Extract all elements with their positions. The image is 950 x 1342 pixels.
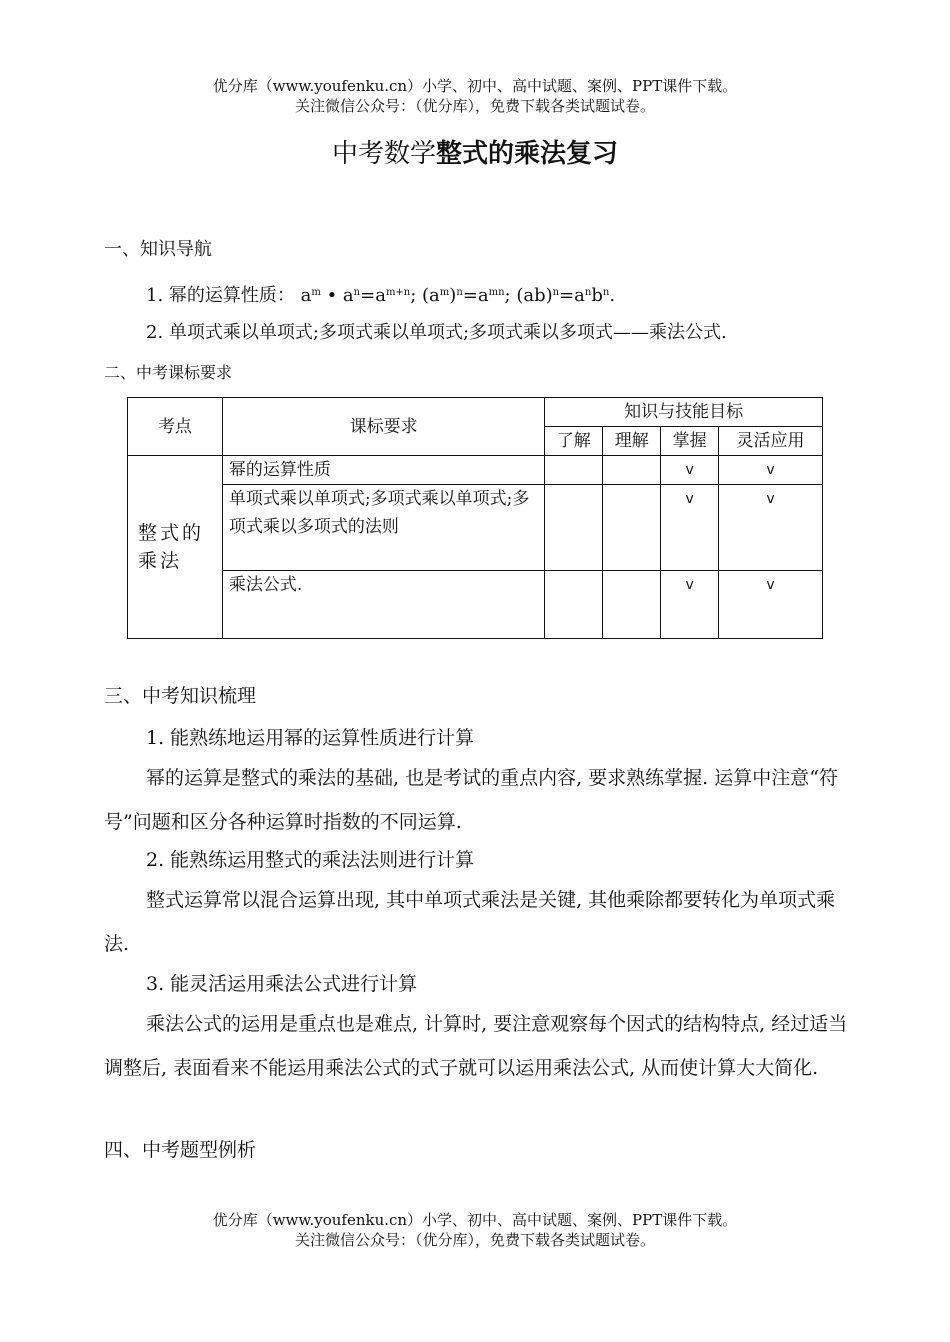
footer-line-2: 关注微信公众号：（优分库），免费下载各类试题试卷。 (294, 1231, 655, 1249)
mark-cell (603, 456, 661, 485)
mark-cell: v (719, 485, 823, 571)
title-prefix: 中考数学 (331, 139, 436, 169)
header-line-1: 优分库（www.youfenku.cn）小学、初中、高中试题、案例、PPT课件下载。 (212, 77, 738, 95)
table-row-req: 幂的运算性质 (222, 456, 544, 485)
mark-cell (603, 485, 661, 571)
title-bold: 整式的乘法复习 (436, 139, 619, 169)
section2-heading: 二、中考课标要求 (104, 363, 233, 382)
mark-cell: v (719, 456, 823, 485)
mark-cell (545, 485, 603, 571)
section3-para2: 整式运算常以混合运算出现, 其中单项式乘法是关键, 其他乘除都要转化为单项式乘法. (104, 889, 836, 955)
section3-para1: 幂的运算是整式的乘法的基础, 也是考试的重点内容, 要求熟练掌握. 运算中注意“符号”问题和区分各种运算时指数的不同运算. (104, 767, 838, 833)
header-requirement: 课标要求 (222, 398, 544, 456)
mark-cell (545, 456, 603, 485)
header-line-2: 关注微信公众号：（优分库），免费下载各类试题试卷。 (294, 97, 655, 115)
table-row-req: 单项式乘以单项式;多项式乘以单项式;多项式乘以多项式的法则 (222, 485, 544, 571)
section4-heading: 四、中考题型例析 (104, 1139, 257, 1161)
point-cell: 整式的乘法 (128, 456, 223, 639)
power-rules-formula: $a^m$ • $a^n=a^{m+n}$; $(a^m)^n=a^{mn}$; $(ab)^n=a^nb^n$. (300, 285, 616, 306)
section3-heading: 三、中考知识梳理 (104, 685, 257, 707)
section3-item3: 3. 能灵活运用乘法公式进行计算 (146, 973, 418, 995)
level-apply: 灵活应用 (719, 427, 823, 456)
header-point: 考点 (128, 398, 223, 456)
level-master: 掌握 (661, 427, 719, 456)
requirements-table (127, 397, 823, 639)
page-footer (0, 1210, 950, 1250)
header-goal: 知识与技能目标 (545, 398, 823, 427)
page-header (0, 76, 950, 116)
section3-item1: 1. 能熟练地运用幂的运算性质进行计算 (146, 727, 475, 749)
table-row-req: 乘法公式. (222, 571, 544, 639)
section1-heading: 一、知识导航 (104, 239, 212, 260)
mark-cell: v (661, 571, 719, 639)
mark-cell: v (661, 485, 719, 571)
mark-cell: v (661, 456, 719, 485)
level-comprehend: 理解 (603, 427, 661, 456)
section3-para3: 乘法公式的运用是重点也是难点, 计算时, 要注意观察每个因式的结构特点, 经过适当调整后, 表面看来不能运用乘法公式的式子就可以运用乘法公式, 从而使计算大大简化. (104, 1013, 848, 1079)
power-rules-line (146, 281, 615, 308)
section1-item2: 2. 单项式乘以单项式;多项式乘以单项式;多项式乘以多项式——乘法公式. (146, 322, 727, 343)
power-rules-label: 1. 幂的运算性质： (146, 285, 295, 306)
mark-cell: v (719, 571, 823, 639)
footer-line-1: 优分库（www.youfenku.cn）小学、初中、高中试题、案例、PPT课件下载。 (212, 1211, 738, 1229)
mark-cell (603, 571, 661, 639)
section3-item2: 2. 能熟练运用整式的乘法法则进行计算 (146, 849, 475, 871)
page-title (0, 137, 950, 171)
level-understand: 了解 (545, 427, 603, 456)
mark-cell (545, 571, 603, 639)
